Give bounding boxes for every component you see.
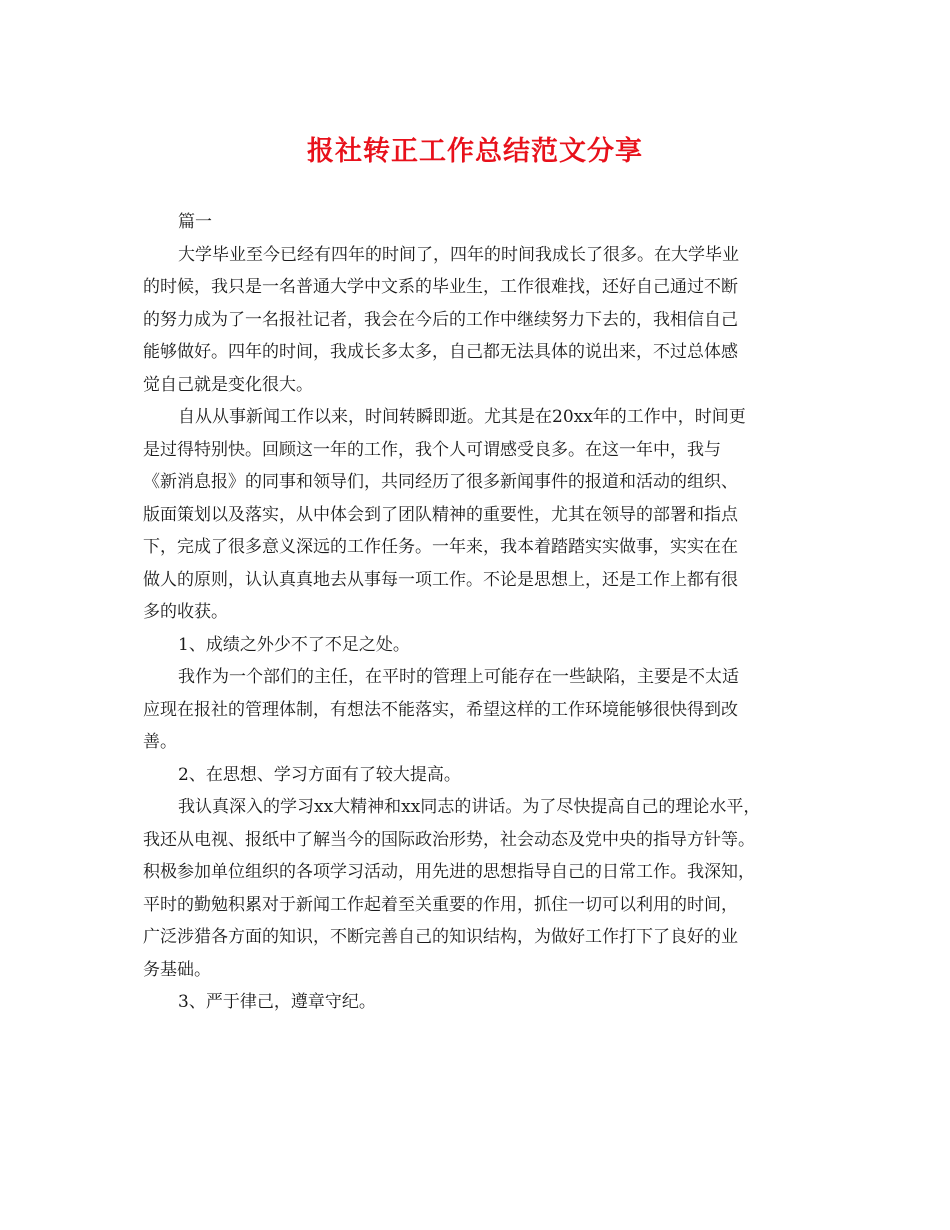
paragraph-line: 能够做好。四年的时间，我成长多太多，自己都无法具体的说出来，不过总体感 <box>143 342 738 362</box>
paragraph-line: 广泛涉猎各方面的知识，不断完善自己的知识结构，为做好工作打下了良好的业 <box>143 927 738 947</box>
paragraph-line: 善。 <box>143 732 177 752</box>
paragraph-line: 版面策划以及落实，从中体会到了团队精神的重要性，尤其在领导的部署和指点 <box>143 504 738 525</box>
paragraph-line: 我作为一个部们的主任，在平时的管理上可能存在一些缺陷，主要是不太适 <box>178 667 739 687</box>
document-title: 报社转正工作总结范文分享 <box>307 136 643 167</box>
paragraph-line: 下，完成了很多意义深远的工作任务。一年来，我本着踏踏实实做事，实实在在 <box>143 537 738 557</box>
paragraph-line: 平时的勤勉积累对于新闻工作起着至关重要的作用，抓住一切可以利用的时间， <box>143 894 738 915</box>
document-body <box>143 206 808 1019</box>
paragraph-line: 自从从事新闻工作以来，时间转瞬即逝。尤其是在20xx年的工作中，时间更 <box>178 407 746 427</box>
list-heading: 1、成绩之外少不了不足之处。 <box>178 634 410 655</box>
paragraph-line: 《新消息报》的同事和领导们，共同经历了很多新闻事件的报道和活动的组织、 <box>143 472 738 492</box>
paragraph-line: 是过得特别快。回顾这一年的工作，我个人可谓感受良多。在这一年中，我与 <box>143 439 721 460</box>
paragraph-line: 大学毕业至今已经有四年的时间了，四年的时间我成长了很多。在大学毕业 <box>178 244 739 265</box>
list-heading: 2、在思想、学习方面有了较大提高。 <box>178 764 461 785</box>
paragraph-line: 觉自己就是变化很大。 <box>143 374 313 395</box>
section-heading: 篇一 <box>178 212 212 232</box>
paragraph-line: 做人的原则，认认真真地去从事每一项工作。不论是思想上，还是工作上都有很 <box>143 569 738 590</box>
paragraph-line: 我还从电视、报纸中了解当今的国际政治形势，社会动态及党中央的指导方针等。 <box>143 829 755 850</box>
paragraph-line: 积极参加单位组织的各项学习活动，用先进的思想指导自己的日常工作。我深知， <box>143 862 755 882</box>
list-heading: 3、严于律己，遵章守纪。 <box>178 992 376 1012</box>
paragraph-line: 的努力成为了一名报社记者，我会在今后的工作中继续努力下去的，我相信自己 <box>143 309 738 330</box>
paragraph-line: 我认真深入的学习xx大精神和xx同志的讲话。为了尽快提高自己的理论水平， <box>178 797 761 817</box>
paragraph-line: 多的收获。 <box>143 602 228 622</box>
paragraph-line: 务基础。 <box>143 959 211 980</box>
paragraph-line: 应现在报社的管理体制，有想法不能落实，希望这样的工作环境能够很快得到改 <box>143 699 738 720</box>
paragraph-line: 的时候，我只是一名普通大学中文系的毕业生，工作很难找，还好自己通过不断 <box>143 277 738 297</box>
